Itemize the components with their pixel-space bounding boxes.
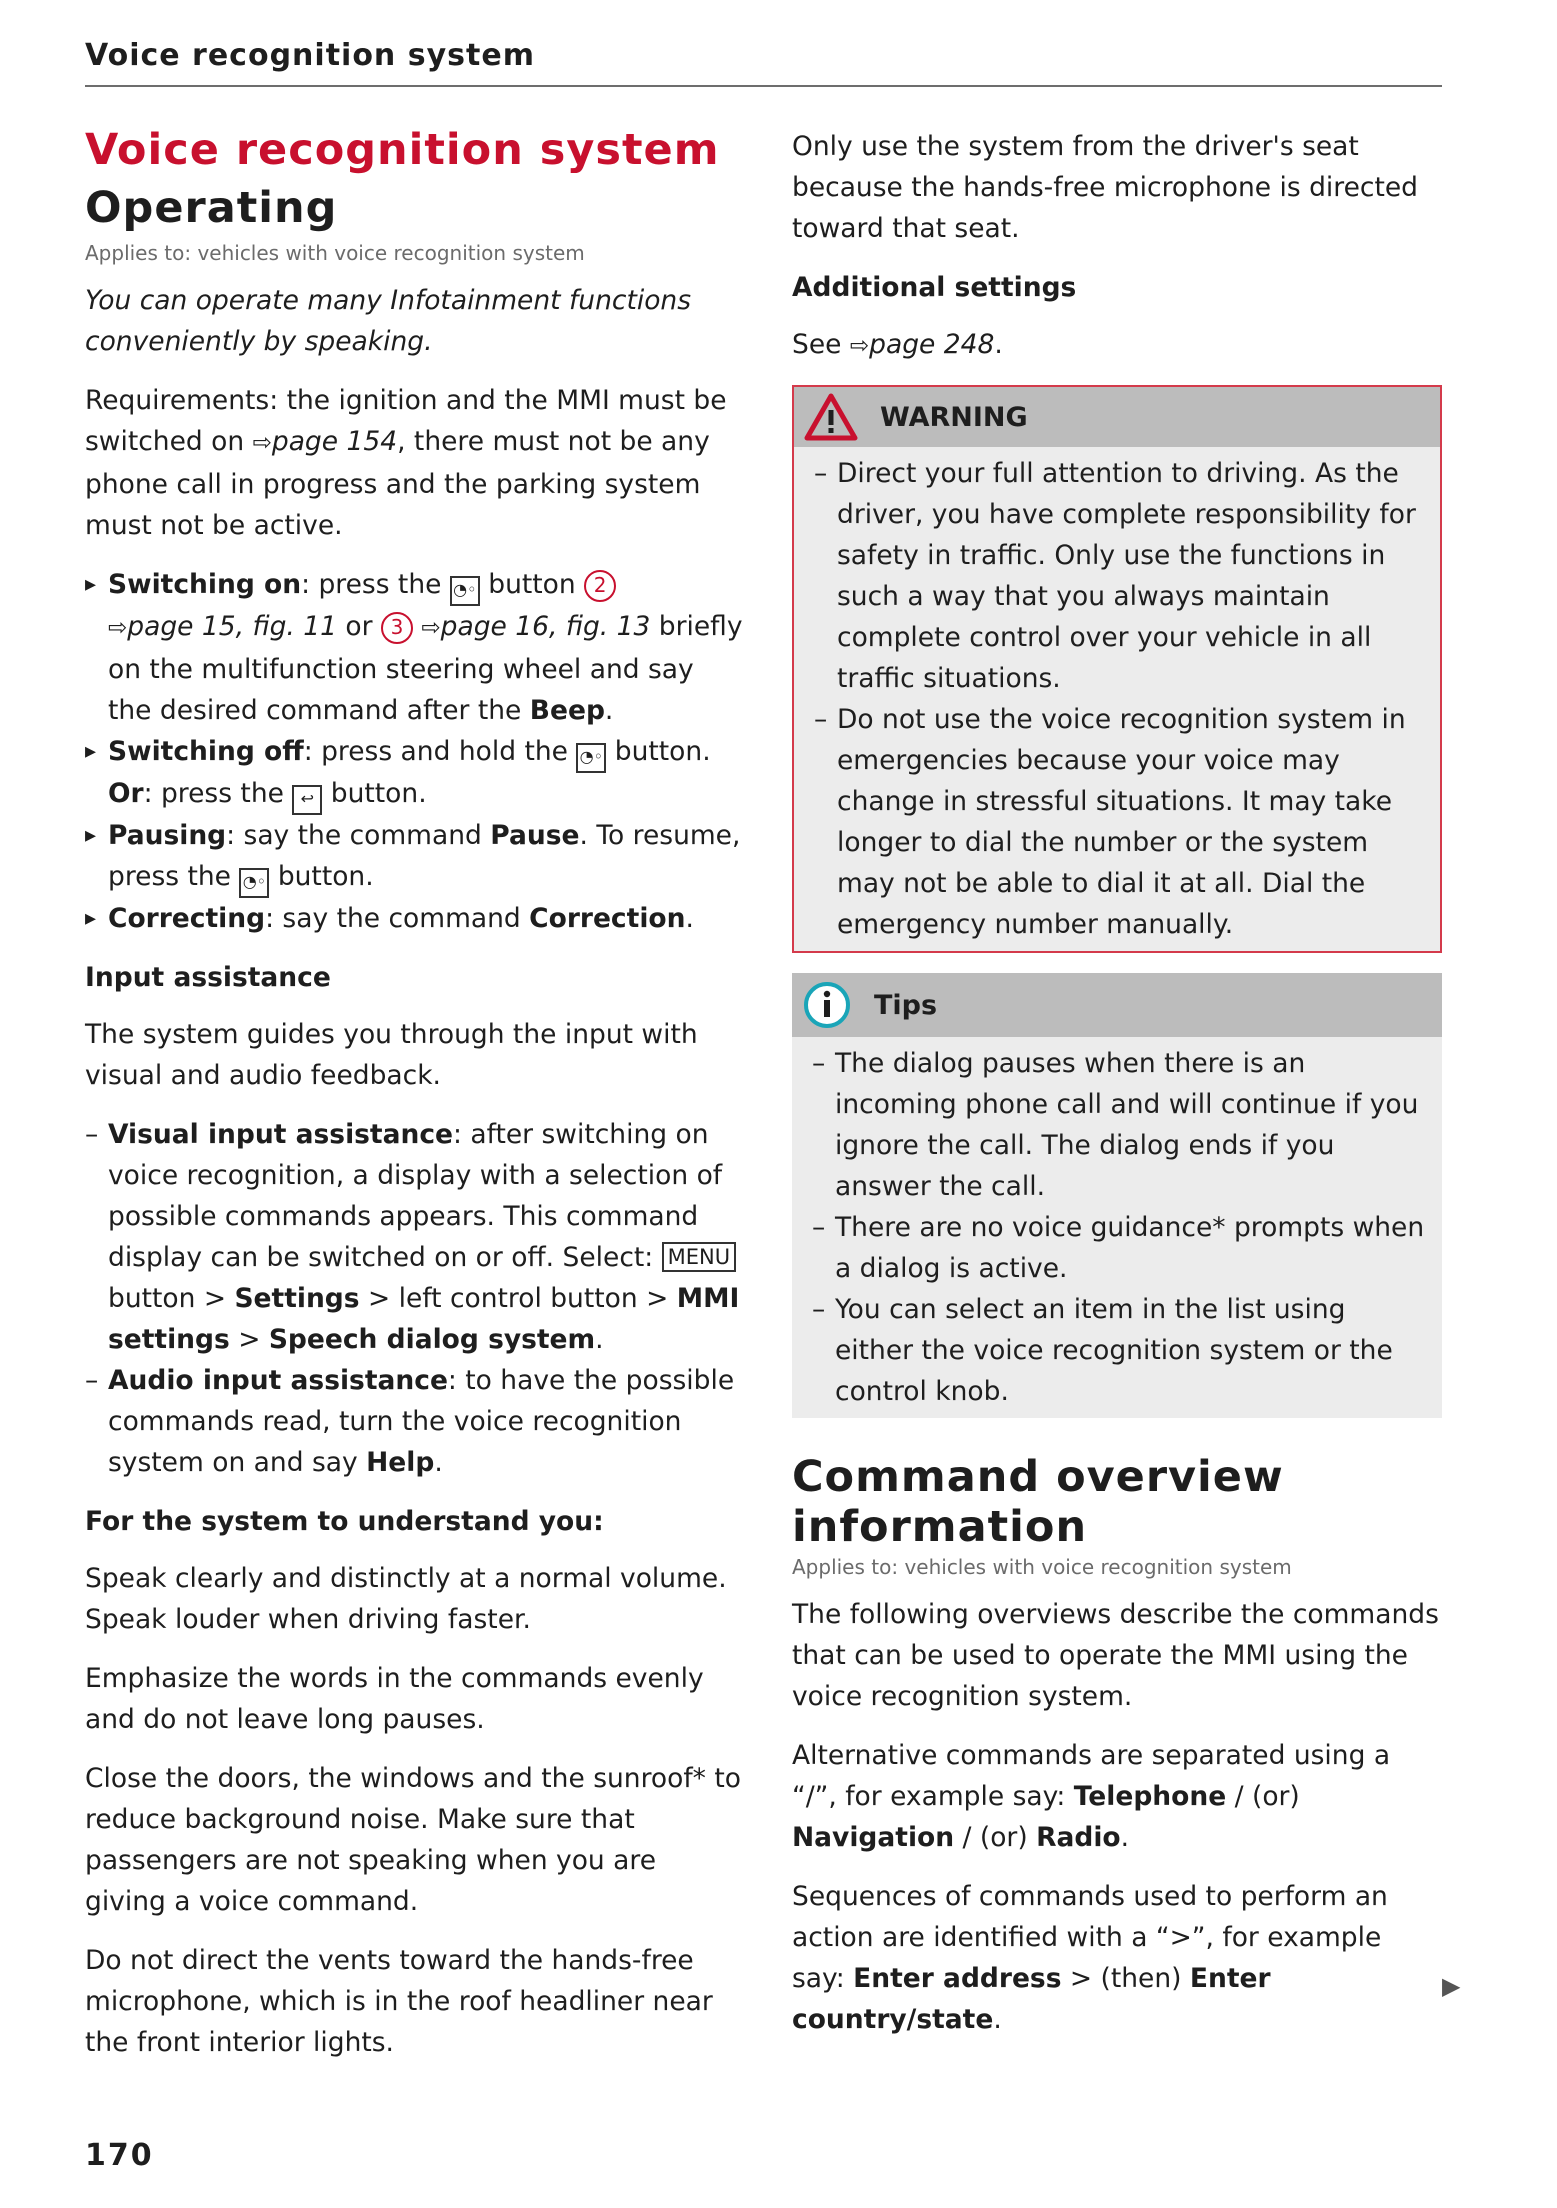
- step-text: : say the command: [226, 820, 491, 851]
- intro-text: You can operate many Infotainment functions conveniently by speaking.: [85, 285, 692, 357]
- requirements-before: Requirements: the ignition and the MMI must be switched on: [85, 385, 727, 457]
- p3-text: > (then): [1061, 1963, 1190, 1994]
- callout-number: 3: [381, 612, 413, 644]
- page-ref-link[interactable]: page 15, fig. 11: [127, 611, 337, 642]
- applies-to-note: Applies to: vehicles with voice recognition system: [85, 241, 585, 265]
- tips-list: [812, 1043, 1428, 1412]
- warning-triangle-icon: [804, 393, 858, 441]
- tip-item: – You can select an item in the list using either the voice recognition system or the control knob.: [812, 1289, 1428, 1412]
- visual-path: > left control button >: [359, 1283, 677, 1314]
- step-text: : press the: [143, 778, 293, 809]
- p2-text: / (or): [1226, 1781, 1300, 1812]
- enter-country-command: Enter country/state: [792, 1963, 1271, 2035]
- understand-p4: Do not direct the vents toward the hands-free microphone, which is in the roof headliner near the front interior lights.: [85, 1945, 713, 2058]
- operation-steps: [85, 564, 745, 939]
- warning-header: [794, 387, 1440, 447]
- command-applies-to: Applies to: vehicles with voice recognition system: [792, 1555, 1292, 1579]
- correction-command: Correction: [529, 903, 686, 934]
- page-ref-arrow-icon: ⇨: [252, 430, 272, 456]
- command-overview-p1: The following overviews describe the commands that can be used to operate the MMI using the voice recognition system.: [792, 1599, 1439, 1712]
- step-pausing: [85, 815, 745, 898]
- additional-settings-heading: Additional settings: [792, 272, 1077, 303]
- beep-term: Beep: [529, 695, 605, 726]
- or-term: Or: [108, 778, 144, 809]
- callout-number: 2: [584, 570, 616, 602]
- step-text: button.: [322, 778, 427, 809]
- help-command: Help: [366, 1447, 435, 1478]
- audio-label: Audio input assistance: [108, 1365, 448, 1396]
- visual-label: Visual input assistance: [108, 1119, 454, 1150]
- audio-assistance-item: – Audio input assistance: to have the possible commands read, turn the voice recognition system on and say Help.: [85, 1360, 745, 1483]
- back-button-icon: ↩: [292, 785, 322, 815]
- enter-address-command: Enter address: [853, 1963, 1062, 1994]
- mmi-settings-term: MMI settings: [108, 1283, 740, 1355]
- command-overview-p2: Alternative commands are separated using a “/”, for example say: Telephone / (or) Navigation / (or) Radio.: [792, 1740, 1391, 1853]
- step-text: : press the: [301, 569, 450, 600]
- page-ref-arrow-icon: ⇨: [108, 615, 128, 641]
- step-correcting: ▸ Correcting: say the command Correction.: [85, 898, 745, 939]
- page-ref-link[interactable]: page 16, fig. 13: [440, 611, 651, 642]
- step-label: Switching on: [108, 569, 302, 600]
- step-switching-off: [85, 731, 745, 815]
- settings-term: Settings: [234, 1283, 360, 1314]
- understand-heading: For the system to understand you:: [85, 1506, 604, 1537]
- step-text: button.: [269, 861, 374, 892]
- input-assistance-heading: Input assistance: [85, 962, 331, 993]
- visual-path: >: [229, 1324, 269, 1355]
- tips-box: [792, 973, 1442, 1418]
- section-subtitle: Operating: [85, 183, 338, 233]
- requirements-paragraph: [85, 380, 745, 546]
- p3-text: Sequences of commands used to perform an action are identified with a “>”, for example say:: [792, 1881, 1388, 1994]
- section-title: Voice recognition system: [85, 125, 720, 175]
- info-icon: [802, 980, 852, 1030]
- menu-key: MENU: [662, 1242, 736, 1272]
- understand-p2: Emphasize the words in the commands evenly and do not leave long pauses.: [85, 1663, 704, 1735]
- command-overview-p3: Sequences of commands used to perform an action are identified with a “>”, for example say: Enter address > (then) Enter country/state.: [792, 1881, 1388, 2035]
- warning-box: [792, 385, 1442, 953]
- p2-text: Alternative commands are separated using a “/”, for example say:: [792, 1740, 1391, 1812]
- voice-button-icon: ◔◦: [576, 743, 606, 773]
- warning-item: – Direct your full attention to driving. As the driver, you have complete responsibility for safety in traffic. Only use the functions in such a way that you always maintain complete control over your vehicle in all traffic situations.: [814, 453, 1426, 699]
- input-assistance-list: [85, 1114, 745, 1483]
- step-text: or: [336, 611, 381, 642]
- tips-header: [792, 973, 1442, 1037]
- driver-seat-text: Only use the system from the driver's seat because the hands-free microphone is directed toward that seat.: [792, 131, 1418, 244]
- audio-text: : to have the possible commands read, turn the voice recognition system on and say: [108, 1365, 735, 1478]
- step-text: briefly on the multifunction steering wheel and say the desired command after the: [108, 611, 743, 726]
- step-label: Pausing: [108, 820, 227, 851]
- speech-dialog-term: Speech dialog system: [268, 1324, 596, 1355]
- step-text: button.: [606, 736, 711, 767]
- step-switching-on: ▸ Switching on: press the ◔◦ button 2 ⇨page 15, fig. 11 or 3 ⇨page 16, fig. 13 briefly on the multifunction steering wheel and say the desired command after the Beep.: [85, 564, 745, 731]
- tip-item: – There are no voice guidance* prompts when a dialog is active.: [812, 1207, 1428, 1289]
- page-ref-arrow-icon: ⇨: [421, 615, 441, 641]
- pause-command: Pause: [490, 820, 580, 851]
- continue-arrow-icon: ▶: [1442, 1972, 1461, 2000]
- see-ref-link[interactable]: page 248: [869, 329, 995, 360]
- visual-text: : after switching on voice recognition, a display with a selection of possible commands appears. This command display can be switched on or off. Select:: [108, 1119, 723, 1273]
- step-text: . To resume, press the: [108, 820, 741, 892]
- tip-item: – The dialog pauses when there is an incoming phone call and will continue if you ignore the call. The dialog ends if you answer the call.: [812, 1043, 1428, 1207]
- understand-p1: Speak clearly and distinctly at a normal volume. Speak louder when driving faster.: [85, 1563, 727, 1635]
- telephone-command: Telephone: [1073, 1781, 1227, 1812]
- voice-button-icon: ◔◦: [450, 576, 480, 606]
- page-number: 170: [85, 2138, 154, 2173]
- left-column: [85, 122, 745, 2081]
- see-text: See: [792, 329, 850, 360]
- step-label: Switching off: [108, 736, 304, 767]
- visual-assistance-item: – Visual input assistance: after switching on voice recognition, a display with a selection of possible commands appears. This command display can be switched on or off. Select: MENU button > Settings > left control button > MMI settings > Speech dialog system.: [85, 1114, 745, 1360]
- input-assistance-text: The system guides you through the input with visual and audio feedback.: [85, 1019, 698, 1091]
- p2-text: / (or): [954, 1822, 1037, 1853]
- warning-list: [814, 453, 1426, 945]
- running-header: Voice recognition system: [85, 38, 1442, 87]
- command-overview-title: Command overview information: [792, 1452, 1284, 1552]
- warning-body: [794, 447, 1440, 951]
- understand-p3: Close the doors, the windows and the sunroof* to reduce background noise. Make sure that passengers are not speaking when you are giving a voice command.: [85, 1763, 741, 1917]
- step-text: : press and hold the: [303, 736, 577, 767]
- voice-button-icon: ◔◦: [239, 868, 269, 898]
- tips-body: [792, 1037, 1442, 1418]
- radio-command: Radio: [1036, 1822, 1121, 1853]
- warning-item: – Do not use the voice recognition system in emergencies because your voice may change in stressful situations. It may take longer to dial the number or the system may not be able to dial it at all. Dial the emergency number manually.: [814, 699, 1426, 945]
- warning-title: WARNING: [880, 401, 1028, 433]
- step-label: Correcting: [108, 903, 266, 934]
- visual-path: button >: [108, 1283, 235, 1314]
- see-reference: See ⇨page 248.: [792, 329, 1003, 360]
- tips-title: Tips: [874, 989, 938, 1021]
- step-text: button: [479, 569, 585, 600]
- step-text: : say the command: [265, 903, 530, 934]
- requirements-ref[interactable]: page 154: [271, 426, 398, 457]
- right-column: [792, 126, 1442, 2058]
- navigation-command: Navigation: [792, 1822, 955, 1853]
- page-ref-arrow-icon: ⇨: [849, 333, 870, 359]
- requirements-after: , there must not be any phone call in progress and the parking system must not be active.: [85, 426, 710, 541]
